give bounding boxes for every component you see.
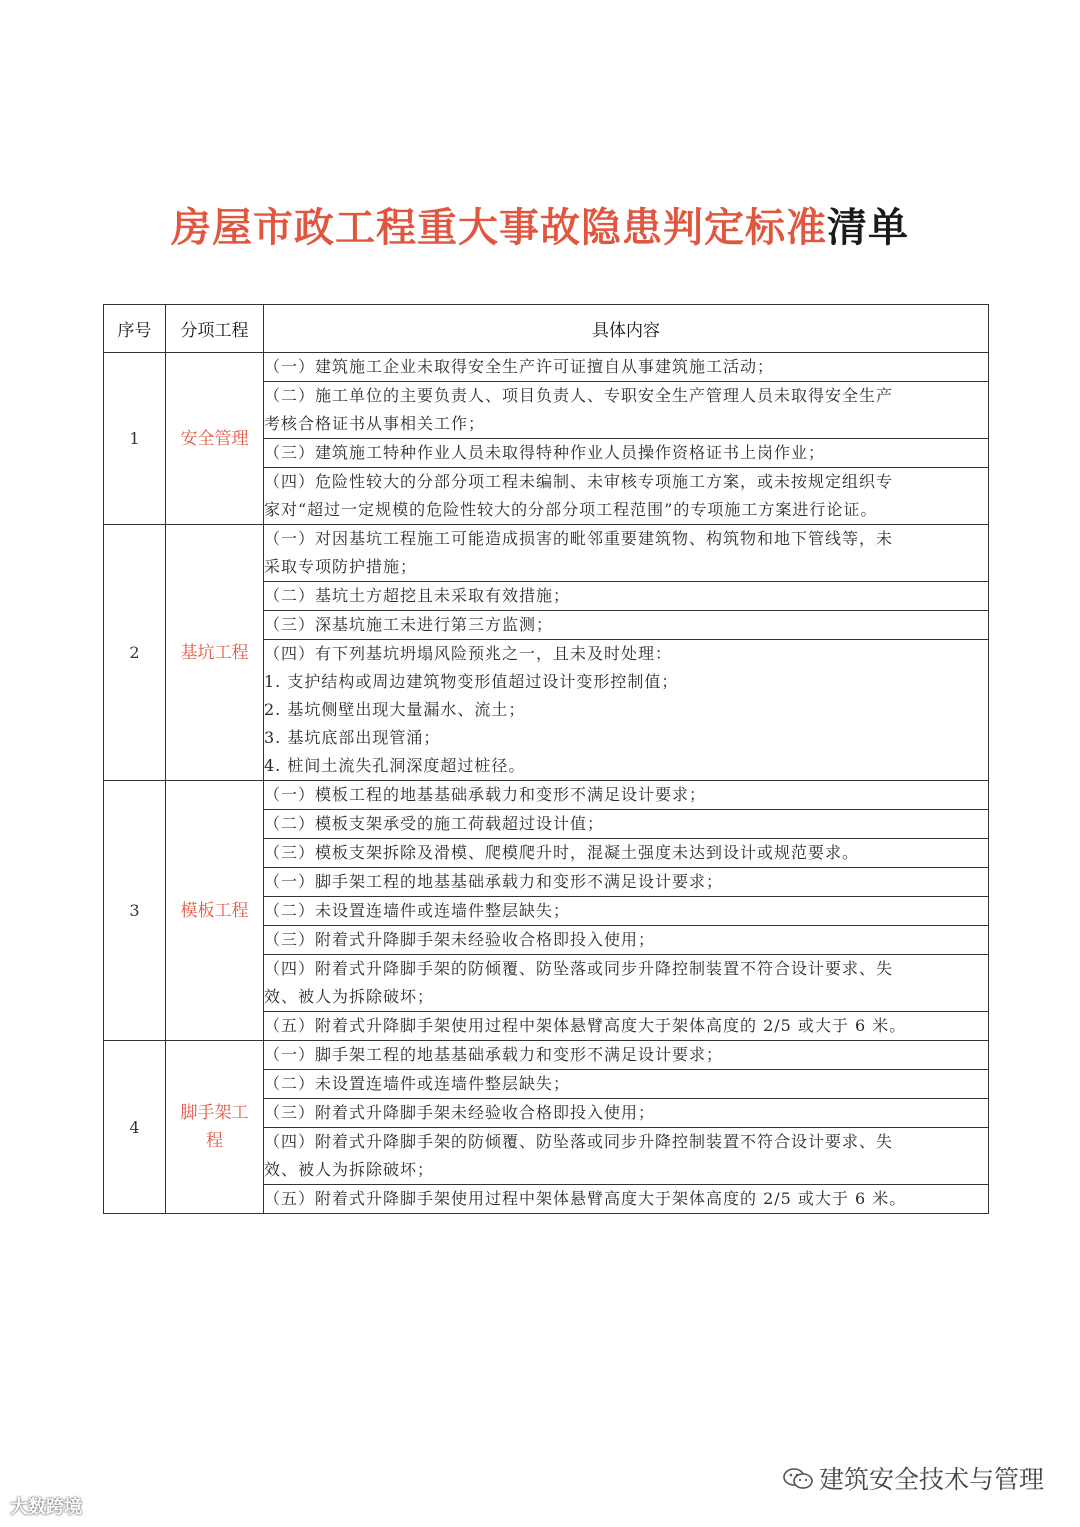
table-row (104, 781, 989, 810)
content-line: 4. 桩间土流失孔洞深度超过桩径。 (264, 756, 526, 775)
content-line: （一）脚手架工程的地基基础承载力和变形不满足设计要求； (264, 872, 724, 891)
content-line: （三）建筑施工特种作业人员未取得特种作业人员操作资格证书上岗作业； (264, 443, 826, 462)
content-line: （二）未设置连墙件或连墙件整层缺失； (264, 1074, 571, 1093)
standards-table (103, 304, 989, 1214)
content-line: （三）附着式升降脚手架未经验收合格即投入使用； (264, 930, 656, 949)
content-line: 效、被人为拆除破坏； (264, 1160, 435, 1179)
content-line: 2. 基坑侧壁出现大量漏水、流土； (264, 700, 526, 719)
content-cell (264, 955, 989, 1012)
wechat-icon (783, 1467, 813, 1489)
content-line: （三）模板支架拆除及滑模、爬模爬升时，混凝土强度未达到设计或规范要求。 (264, 843, 860, 862)
page-title (0, 196, 1080, 253)
content-line: 效、被人为拆除破坏； (264, 987, 435, 1006)
content-cell (264, 353, 989, 382)
content-cell (264, 1070, 989, 1099)
content-cell (264, 810, 989, 839)
watermark: 大数跨境 (10, 1497, 82, 1518)
content-line: 采取专项防护措施； (264, 557, 418, 576)
wechat-account (783, 1460, 1044, 1496)
content-line: （一）对因基坑工程施工可能造成损害的毗邻重要建筑物、构筑物和地下管线等，未 (264, 529, 894, 548)
table-row (104, 353, 989, 382)
content-line: 家对“超过一定规模的危险性较大的分部分项工程范围”的专项施工方案进行论证。 (264, 500, 878, 519)
content-line: 考核合格证书从事相关工作； (264, 414, 486, 433)
row-index: 2 (104, 525, 166, 781)
table-header-row (104, 305, 989, 353)
content-cell (264, 897, 989, 926)
content-line: （二）未设置连墙件或连墙件整层缺失； (264, 901, 571, 920)
content-line: （五）附着式升降脚手架使用过程中架体悬臂高度大于架体高度的 2/5 或大于 6 米。 (264, 1016, 907, 1035)
content-line: （四）危险性较大的分部分项工程未编制、未审核专项施工方案，或未按规定组织专 (264, 472, 894, 491)
category-cell: 安全管理 (166, 353, 264, 525)
content-line: （四）附着式升降脚手架的防倾覆、防坠落或同步升降控制装置不符合设计要求、失 (264, 1132, 894, 1151)
content-line: （一）脚手架工程的地基基础承载力和变形不满足设计要求； (264, 1045, 724, 1064)
row-index: 1 (104, 353, 166, 525)
row-index: 3 (104, 781, 166, 1041)
header-index: 序号 (104, 305, 166, 353)
content-cell (264, 781, 989, 810)
category-line: 脚手架工 (180, 1103, 249, 1123)
category-cell (166, 1041, 264, 1214)
content-cell (264, 382, 989, 439)
content-cell (264, 1012, 989, 1041)
content-line: （三）附着式升降脚手架未经验收合格即投入使用； (264, 1103, 656, 1122)
content-line: （一）建筑施工企业未取得安全生产许可证擅自从事建筑施工活动； (264, 357, 775, 376)
content-cell (264, 582, 989, 611)
content-cell (264, 1041, 989, 1070)
content-line: （一）模板工程的地基基础承载力和变形不满足设计要求； (264, 785, 707, 804)
title-suffix: 清单 (827, 204, 909, 251)
content-cell (264, 611, 989, 640)
content-cell (264, 868, 989, 897)
category-line: 程 (206, 1131, 223, 1151)
content-line: 1. 支护结构或周边建筑物变形值超过设计变形控制值； (264, 672, 679, 691)
content-cell (264, 468, 989, 525)
content-line: （四）附着式升降脚手架的防倾覆、防坠落或同步升降控制装置不符合设计要求、失 (264, 959, 894, 978)
header-category: 分项工程 (166, 305, 264, 353)
content-cell (264, 640, 989, 781)
content-cell (264, 839, 989, 868)
content-line: （二）施工单位的主要负责人、项目负责人、专职安全生产管理人员未取得安全生产 (264, 386, 894, 405)
content-line: （五）附着式升降脚手架使用过程中架体悬臂高度大于架体高度的 2/5 或大于 6 米。 (264, 1189, 907, 1208)
content-cell (264, 1128, 989, 1185)
row-index: 4 (104, 1041, 166, 1214)
content-line: （三）深基坑施工未进行第三方监测； (264, 615, 554, 634)
content-cell (264, 1185, 989, 1214)
content-cell (264, 439, 989, 468)
wechat-account-name: 建筑安全技术与管理 (818, 1465, 1044, 1494)
content-cell (264, 525, 989, 582)
header-content: 具体内容 (264, 305, 989, 353)
title-main: 房屋市政工程重大事故隐患判定标准 (171, 204, 827, 251)
content-line: （二）模板支架承受的施工荷载超过设计值； (264, 814, 605, 833)
content-line: （二）基坑土方超挖且未采取有效措施； (264, 586, 571, 605)
category-cell: 基坑工程 (166, 525, 264, 781)
table-row (104, 1041, 989, 1070)
content-cell (264, 1099, 989, 1128)
content-line: 3. 基坑底部出现管涌； (264, 728, 441, 747)
content-line: （四）有下列基坑坍塌风险预兆之一，且未及时处理： (264, 644, 673, 663)
table-row (104, 525, 989, 582)
content-cell (264, 926, 989, 955)
category-cell: 模板工程 (166, 781, 264, 1041)
